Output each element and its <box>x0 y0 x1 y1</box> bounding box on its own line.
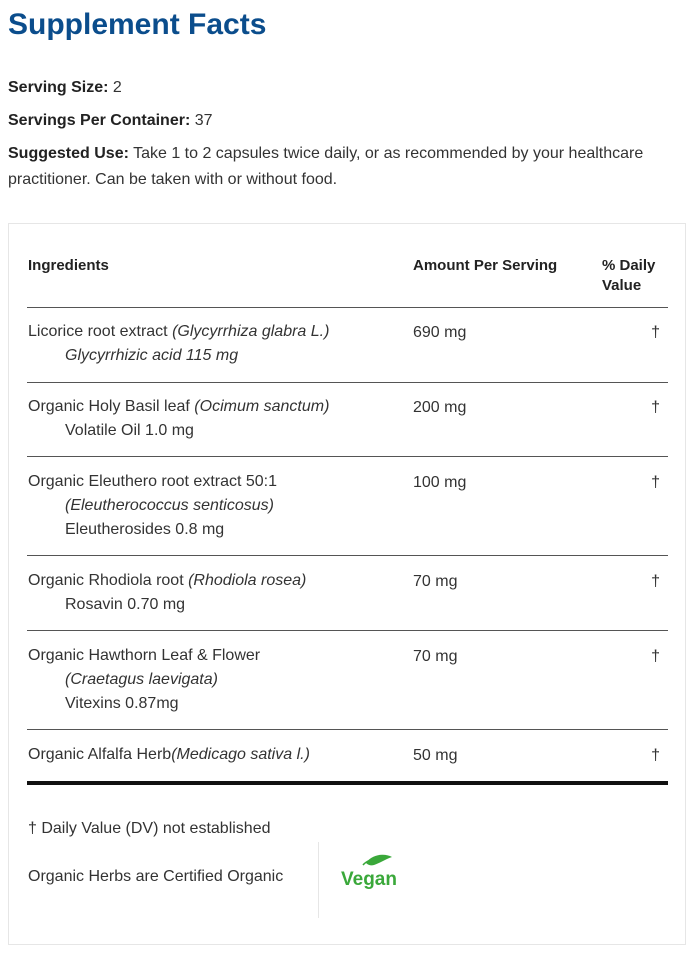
table-row <box>28 743 398 767</box>
footer-divider <box>318 842 319 918</box>
ingredient-name: Organic Rhodiola root <box>28 572 189 589</box>
vegan-badge <box>336 853 400 894</box>
ingredient-latin: (Eleutherococcus senticosus) <box>65 497 274 514</box>
header-dv-line1: % Daily <box>602 257 656 274</box>
ingredient-latin: (Craetagus laevigata) <box>65 671 218 688</box>
vegan-badge-text: Vegan <box>341 869 397 889</box>
dv-cell: † <box>651 648 660 665</box>
table-bottom-rule <box>27 781 668 785</box>
ingredient-name: Licorice root extract <box>28 323 173 340</box>
table-row <box>28 395 398 443</box>
amount-cell: 200 mg <box>413 399 467 416</box>
ingredient-sub: Vitexins 0.87mg <box>65 695 179 712</box>
ingredient-sub: Rosavin 0.70 mg <box>65 596 186 613</box>
dv-cell: † <box>651 399 660 416</box>
amount-cell: 100 mg <box>413 474 467 491</box>
header-amount: Amount Per Serving <box>413 257 558 274</box>
servings-per-container <box>8 108 688 134</box>
ingredient-latin: (Glycyrrhiza glabra L.) <box>172 323 330 340</box>
ingredient-sub: Eleutherosides 0.8 mg <box>65 521 225 538</box>
page-title: Supplement Facts <box>8 8 267 41</box>
footnote: † Daily Value (DV) not established <box>28 820 271 837</box>
header-rule <box>27 307 668 308</box>
row-rule <box>27 456 668 457</box>
dv-cell: † <box>651 573 660 590</box>
ingredient-name: Organic Eleuthero root extract 50:1 <box>28 473 278 490</box>
dv-cell: † <box>651 474 660 491</box>
suggested-use-label: Suggested Use: <box>8 145 129 162</box>
ingredient-latin: (Medicago sativa l.) <box>171 746 310 763</box>
dv-cell: † <box>651 747 660 764</box>
serving-size-label: Serving Size: <box>8 79 109 96</box>
row-rule <box>27 729 668 730</box>
serving-size <box>8 75 688 101</box>
ingredient-name: Organic Alfalfa Herb <box>28 746 172 763</box>
row-rule <box>27 382 668 383</box>
header-daily-value <box>602 256 655 296</box>
table-row <box>28 320 398 368</box>
table-row <box>28 569 398 617</box>
amount-cell: 70 mg <box>413 573 458 590</box>
serving-size-value: 2 <box>108 79 122 96</box>
ingredient-sub: Volatile Oil 1.0 mg <box>65 422 194 439</box>
ingredient-name: Organic Holy Basil leaf <box>28 398 195 415</box>
header-dv-line2: Value <box>602 277 642 294</box>
servings-per-container-label: Servings Per Container: <box>8 112 191 129</box>
leaf-icon <box>336 853 400 889</box>
dv-cell: † <box>651 324 660 341</box>
table-row <box>28 644 398 716</box>
amount-cell: 70 mg <box>413 648 458 665</box>
ingredient-latin: (Rhodiola rosea) <box>188 572 307 589</box>
header-ingredients: Ingredients <box>28 257 109 274</box>
ingredient-sub: Glycyrrhizic acid 115 mg <box>65 347 239 364</box>
ingredient-latin: (Ocimum sanctum) <box>194 398 330 415</box>
ingredient-name: Organic Hawthorn Leaf & Flower <box>28 647 261 664</box>
organic-note: Organic Herbs are Certified Organic <box>28 868 284 885</box>
table-row <box>28 470 398 542</box>
suggested-use-value: Take 1 to 2 capsules twice daily, or as recommended by your healthcare practitioner. Can be taken with or without food. <box>8 145 644 188</box>
amount-cell: 690 mg <box>413 324 467 341</box>
amount-cell: 50 mg <box>413 747 458 764</box>
servings-per-container-value: 37 <box>190 112 213 129</box>
row-rule <box>27 630 668 631</box>
row-rule <box>27 555 668 556</box>
suggested-use <box>8 141 688 193</box>
